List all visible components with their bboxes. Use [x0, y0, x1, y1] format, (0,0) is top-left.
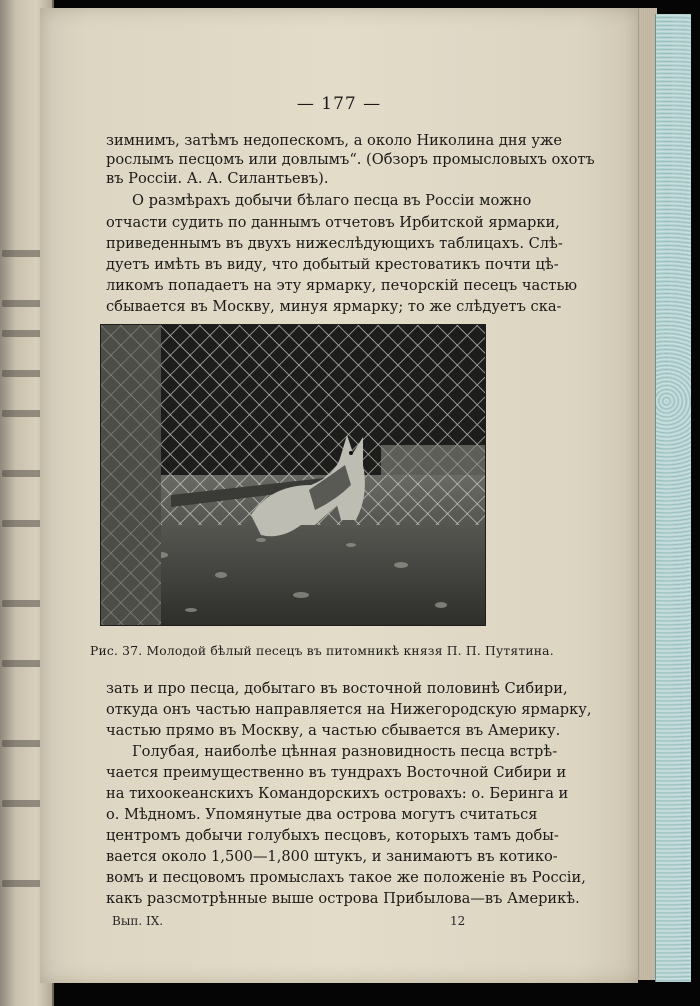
text-line: частью прямо въ Москву, а частью сбывается въ Америку.: [106, 722, 561, 739]
text-line: отчасти судить по даннымъ отчетовъ Ирбитской ярмарки,: [106, 214, 560, 231]
text-line: на тихоокеанскихъ Командорскихъ островахъ: о. Беринга и: [106, 785, 569, 802]
book-cover: [655, 14, 691, 982]
text-line: зать и про песца, добытаго въ восточной половинѣ Сибири,: [106, 680, 568, 697]
footer-signature-number: 12: [450, 914, 466, 928]
figure-caption: Рис. 37. Молодой бѣлый песецъ въ питомникѣ князя П. П. Путятина.: [90, 644, 554, 658]
text-line: приведеннымъ въ двухъ нижеслѣдующихъ таблицахъ. Слѣ-: [106, 235, 563, 252]
footer-issue: Вып. IX.: [112, 914, 164, 928]
page-number: — 177 —: [296, 94, 382, 114]
text-line: О размѣрахъ добычи бѣлаго песца въ Россіи можно: [132, 192, 532, 209]
fox-photograph: [100, 324, 486, 626]
text-line: дуетъ имѣть въ виду, что добытый крестоватикъ почти цѣ-: [106, 256, 559, 273]
text-line: зимнимъ, затѣмъ недопескомъ, а около Николина дня уже: [106, 132, 563, 149]
text-line: чается преимущественно въ тундрахъ Восточной Сибири и: [106, 764, 567, 781]
fox-photo-illustration: [101, 325, 485, 625]
text-line: вается около 1,500—1,800 штукъ, и занимаютъ въ котико-: [106, 848, 558, 865]
text-line: сбывается въ Москву, минуя ярмарку; то же слѣдуетъ ска-: [106, 298, 562, 315]
text-line: ликомъ попадаетъ на эту ярмарку, печорскій песецъ частью: [106, 277, 578, 294]
text-line: о. Мѣдномъ. Упомянутые два острова могутъ считаться: [106, 806, 538, 823]
text-line: Голубая, наиболѣе цѣнная разновидность песца встрѣ-: [132, 743, 558, 760]
text-line: рослымъ песцомъ или довлымъ“. (Обзоръ промысловыхъ охотъ: [106, 151, 595, 168]
text-line: центромъ добычи голубыхъ песцовъ, которыхъ тамъ добы-: [106, 827, 559, 844]
text-line: откуда онъ частью направляется на Нижегородскую ярмарку,: [106, 701, 592, 718]
text-line: какъ разсмотрѣнные выше острова Прибылова—въ Америкѣ.: [106, 890, 580, 907]
book-page: [40, 8, 638, 983]
text-line: вомъ и песцовомъ промыслахъ такое же положеніе въ Россіи,: [106, 869, 586, 886]
text-line: въ Россіи. А. А. Силантьевъ).: [106, 170, 329, 187]
